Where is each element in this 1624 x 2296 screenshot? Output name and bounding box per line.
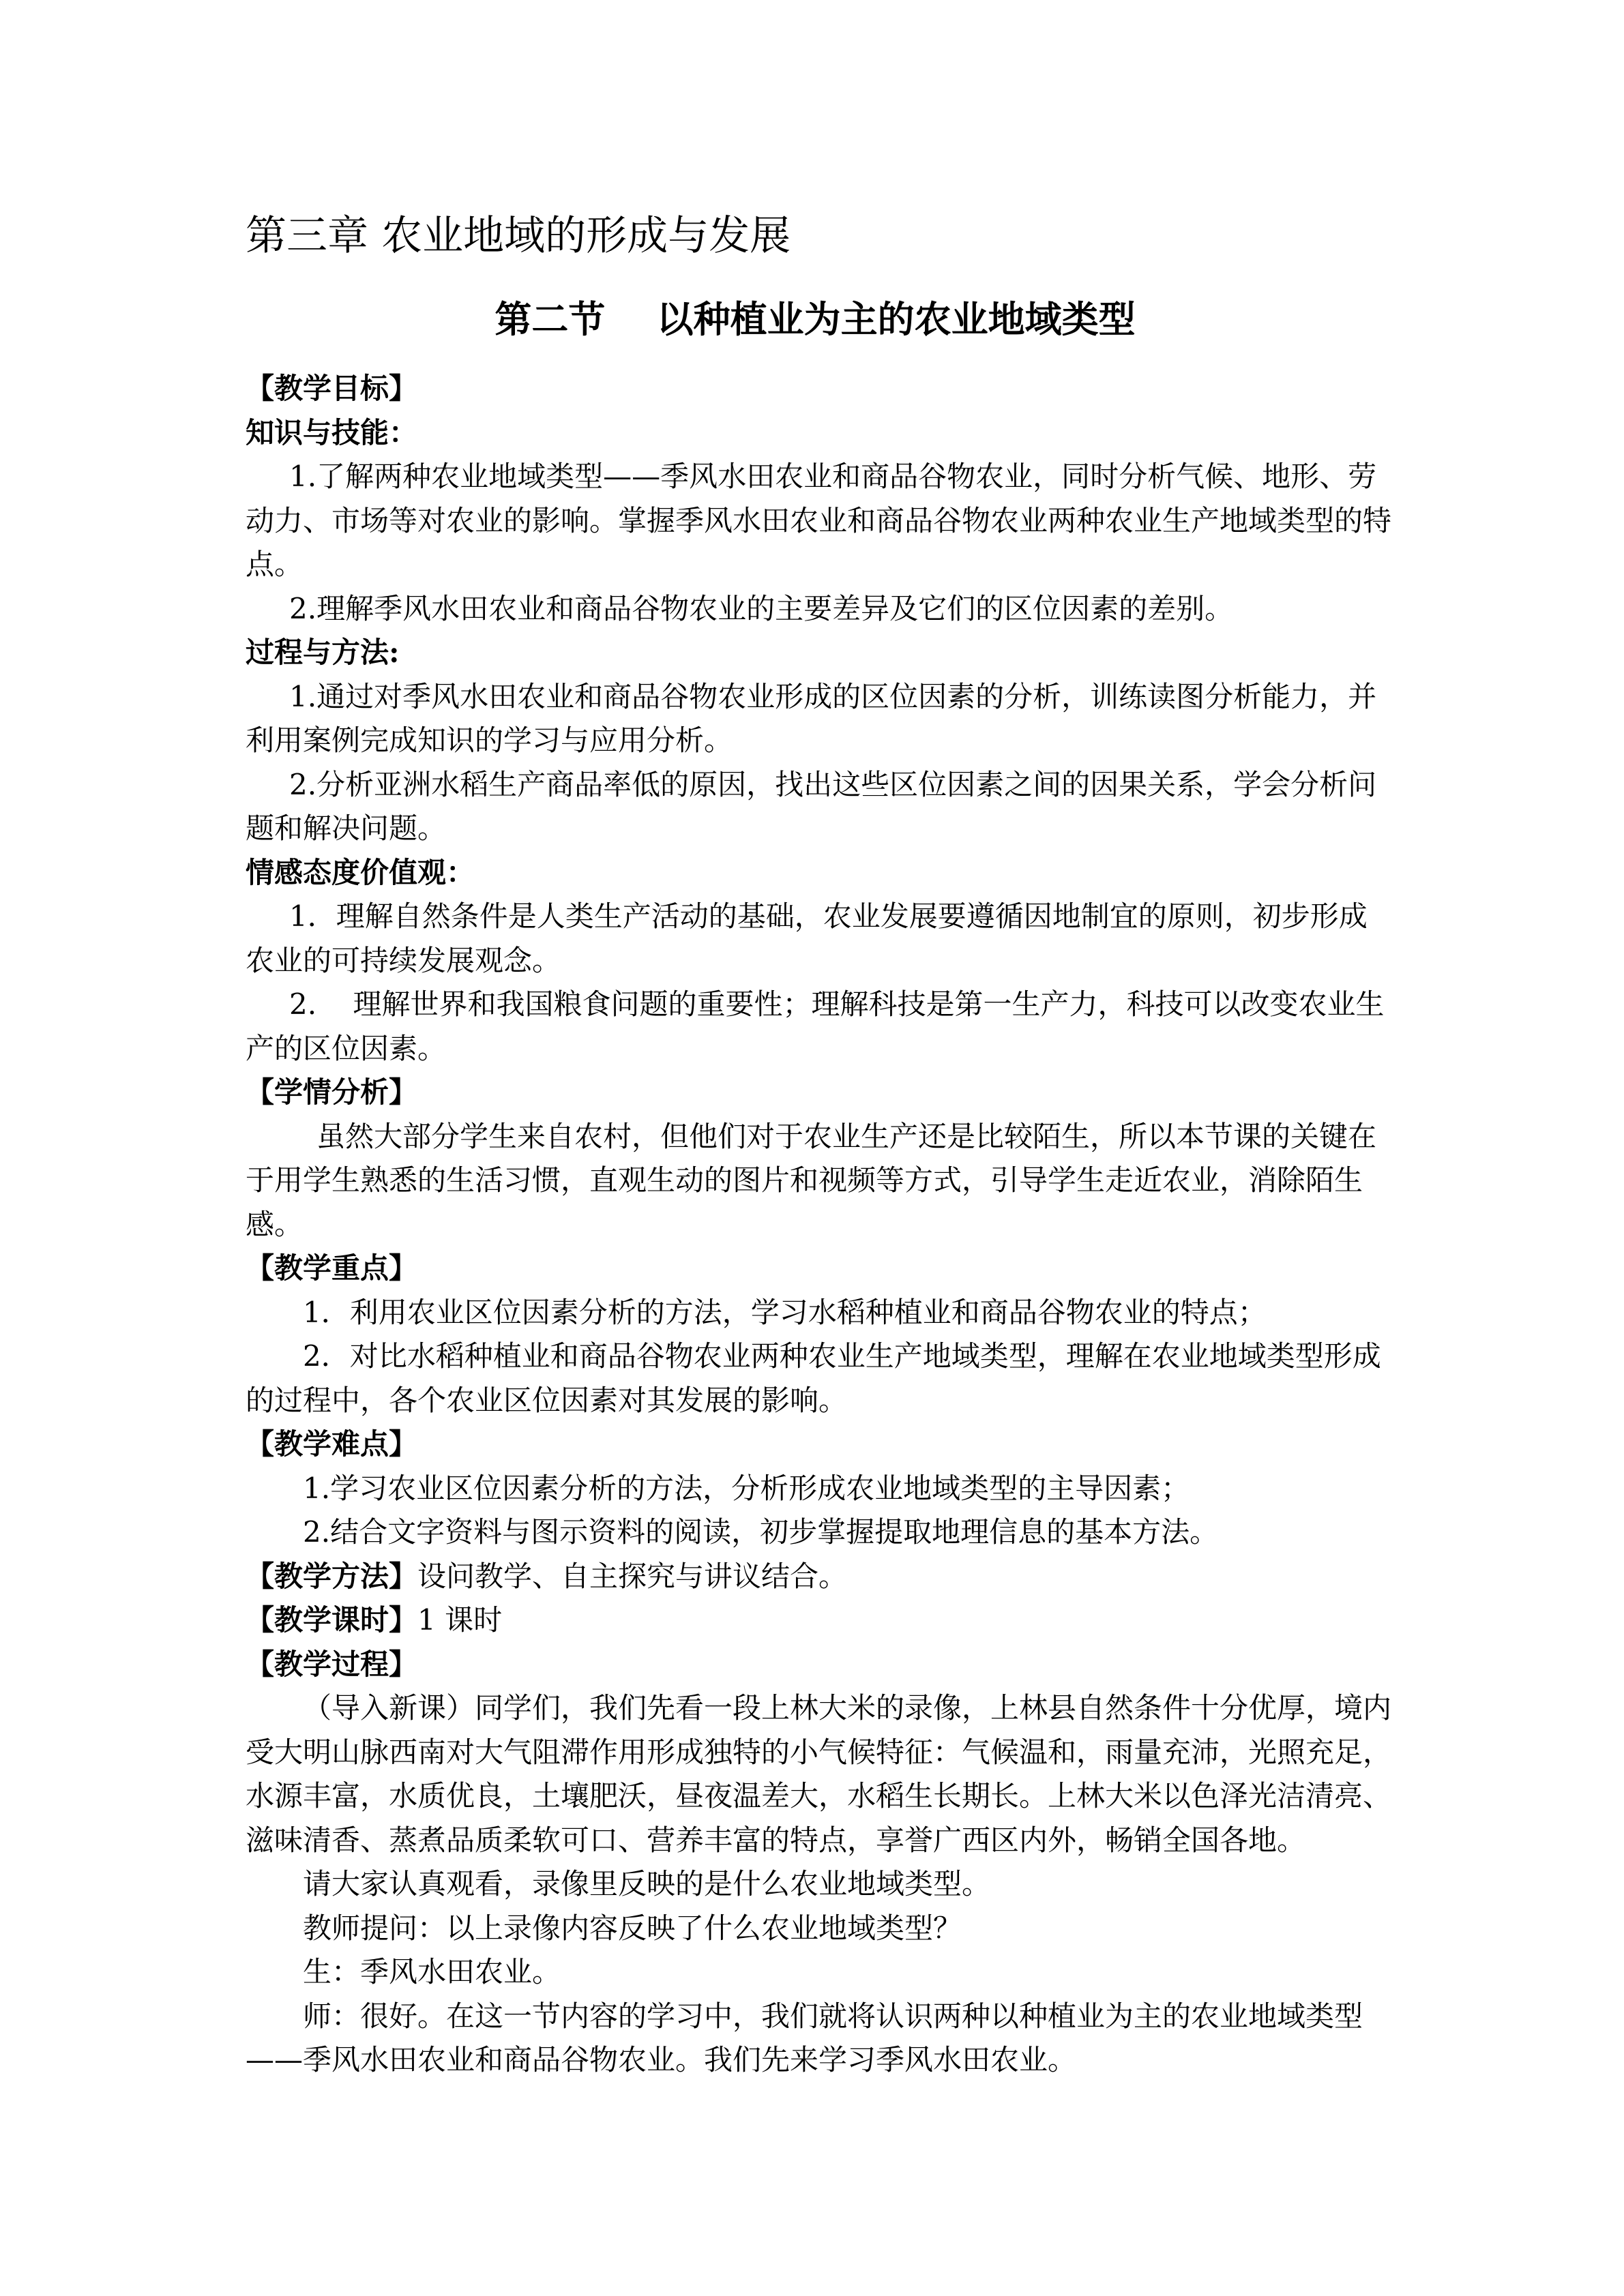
method-text: 设问教学、自主探究与讲议结合。 <box>417 1559 848 1593</box>
teaching-process-paragraph: 请大家认真观看，录像里反映的是什么农业地域类型。 <box>303 1867 991 1900</box>
knowledge-heading: 知识与技能： <box>246 415 418 449</box>
teaching-process-heading: 【教学过程】 <box>246 1647 418 1681</box>
method-line <box>246 1555 1391 1599</box>
process-method-heading: 过程与方法: <box>246 636 400 669</box>
attitude-item: 1．理解自然条件是人类生产活动的基础，农业发展要遵循因地制宜的原则，初步形成农业的可持续发展观念。 <box>246 899 1368 977</box>
process-method-item: 1.通过对季风水田农业和商品谷物农业形成的区位因素的分析，训练读图分析能力，并利用案例完成知识的学习与应用分析。 <box>246 679 1377 757</box>
key-point-item: 1．利用农业区位因素分析的方法，学习水稻种植业和商品谷物农业的特点； <box>303 1295 1267 1329</box>
knowledge-item: 1.了解两种农业地域类型——季风水田农业和商品谷物农业，同时分析气候、地形、劳动力、市场等对农业的影响。掌握季风水田农业和商品谷物农业两种农业生产地域类型的特点。 <box>246 460 1392 581</box>
knowledge-item: 2.理解季风水田农业和商品谷物农业的主要差异及它们的区位因素的差别。 <box>289 591 1234 625</box>
hours-heading: 【教学课时】 <box>246 1603 418 1637</box>
key-points-heading: 【教学重点】 <box>246 1251 418 1285</box>
method-heading: 【教学方法】 <box>246 1559 418 1593</box>
difficult-points-heading: 【教学难点】 <box>246 1427 418 1461</box>
hours-text: 1 课时 <box>417 1603 503 1637</box>
teaching-process-paragraph: 教师提问：以上录像内容反映了什么农业地域类型？ <box>303 1911 962 1945</box>
teaching-process-paragraph: （导入新课）同学们，我们先看一段上林大米的录像，上林县自然条件十分优厚，境内受大明山脉西南对大气阻滞作用形成独特的小气候特征：气候温和，雨量充沛，光照充足，水源丰富，水质优良，土壤肥沃，昼夜温差大，水稻生长期长。上林大米以色泽光洁清亮、滋味清香、蒸煮品质柔软可口、营养丰富的特点，享誉广西区内外，畅销全国各地。 <box>246 1691 1392 1857</box>
section-title: 第二节 以种植业为主的农业地域类型 <box>494 297 1136 341</box>
attitude-heading: 情感态度价值观： <box>246 855 475 889</box>
difficult-point-item: 2.结合文字资料与图示资料的阅读，初步掌握提取地理信息的基本方法。 <box>303 1515 1219 1549</box>
key-point-item: 2．对比水稻种植业和商品谷物农业两种农业生产地域类型，理解在农业地域类型形成的过程中，各个农业区位因素对其发展的影响。 <box>246 1339 1381 1417</box>
objectives-heading: 【教学目标】 <box>246 372 418 405</box>
analysis-heading: 【学情分析】 <box>246 1075 418 1109</box>
teaching-process-paragraph: 师：很好。在这一节内容的学习中，我们就将认识两种以种植业为主的农业地域类型——季风水田农业和商品谷物农业。我们先来学习季风水田农业。 <box>246 1999 1363 2076</box>
analysis-text: 虽然大部分学生来自农村，但他们对于农业生产还是比较陌生，所以本节课的关键在于用学生熟悉的生活习惯，直观生动的图片和视频等方式，引导学生走近农业，消除陌生感。 <box>246 1119 1377 1241</box>
difficult-point-item: 1.学习农业区位因素分析的方法，分析形成农业地域类型的主导因素； <box>303 1471 1190 1505</box>
chapter-title: 第三章 农业地域的形成与发展 <box>246 212 791 260</box>
attitude-item: 2. 理解世界和我国粮食问题的重要性；理解科技是第一生产力，科技可以改变农业生产的区位因素。 <box>246 987 1385 1065</box>
teaching-process-paragraph: 生：季风水田农业。 <box>303 1955 561 1988</box>
document-body <box>246 367 1391 2083</box>
hours-line <box>246 1598 1391 1643</box>
process-method-item: 2.分析亚洲水稻生产商品率低的原因，找出这些区位因素之间的因果关系，学会分析问题和解决问题。 <box>246 767 1377 845</box>
